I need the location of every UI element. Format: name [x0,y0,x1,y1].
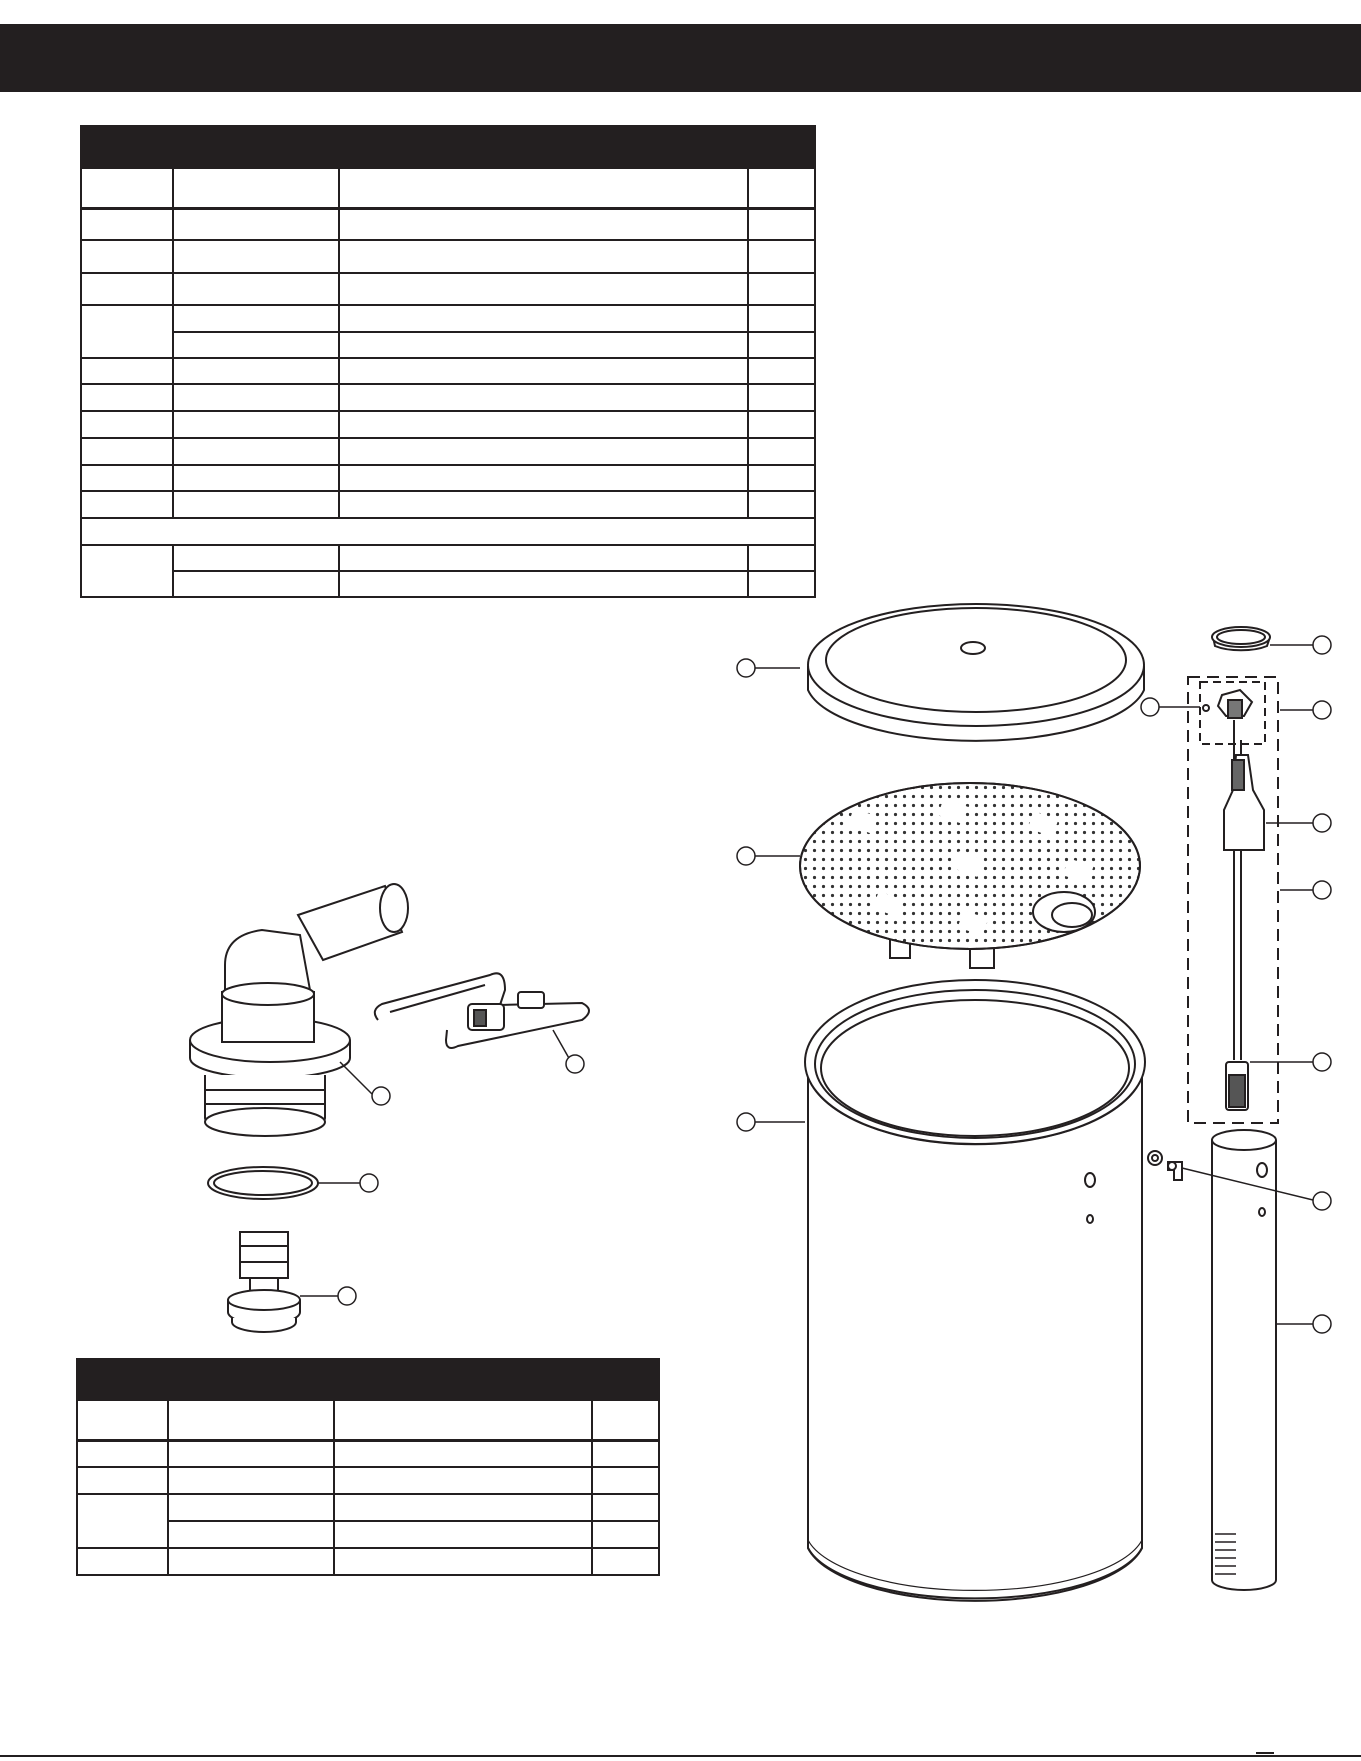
safety-float-assembly [1188,677,1278,1123]
callout [1313,814,1331,832]
callout [1313,636,1331,654]
callout [737,847,755,865]
callout [360,1174,378,1192]
page-number [1256,1752,1274,1754]
brine-well [1212,1130,1276,1590]
callout [338,1287,356,1305]
callout [1141,698,1159,716]
brine-tank [805,980,1145,1601]
callout [1313,881,1331,899]
callout [737,1113,755,1131]
callout [1313,701,1331,719]
overflow-fitting [1148,1151,1182,1180]
callout [1313,1053,1331,1071]
callout [737,659,755,677]
callout [372,1087,390,1105]
footer-rule [0,1755,1361,1757]
callout [566,1055,584,1073]
brine-well-cap [1212,627,1270,650]
callout [1313,1315,1331,1333]
perforated-plate [795,780,1145,968]
brine-adapter [228,1232,300,1332]
tank-lid [808,604,1144,741]
callout [1313,1192,1331,1210]
